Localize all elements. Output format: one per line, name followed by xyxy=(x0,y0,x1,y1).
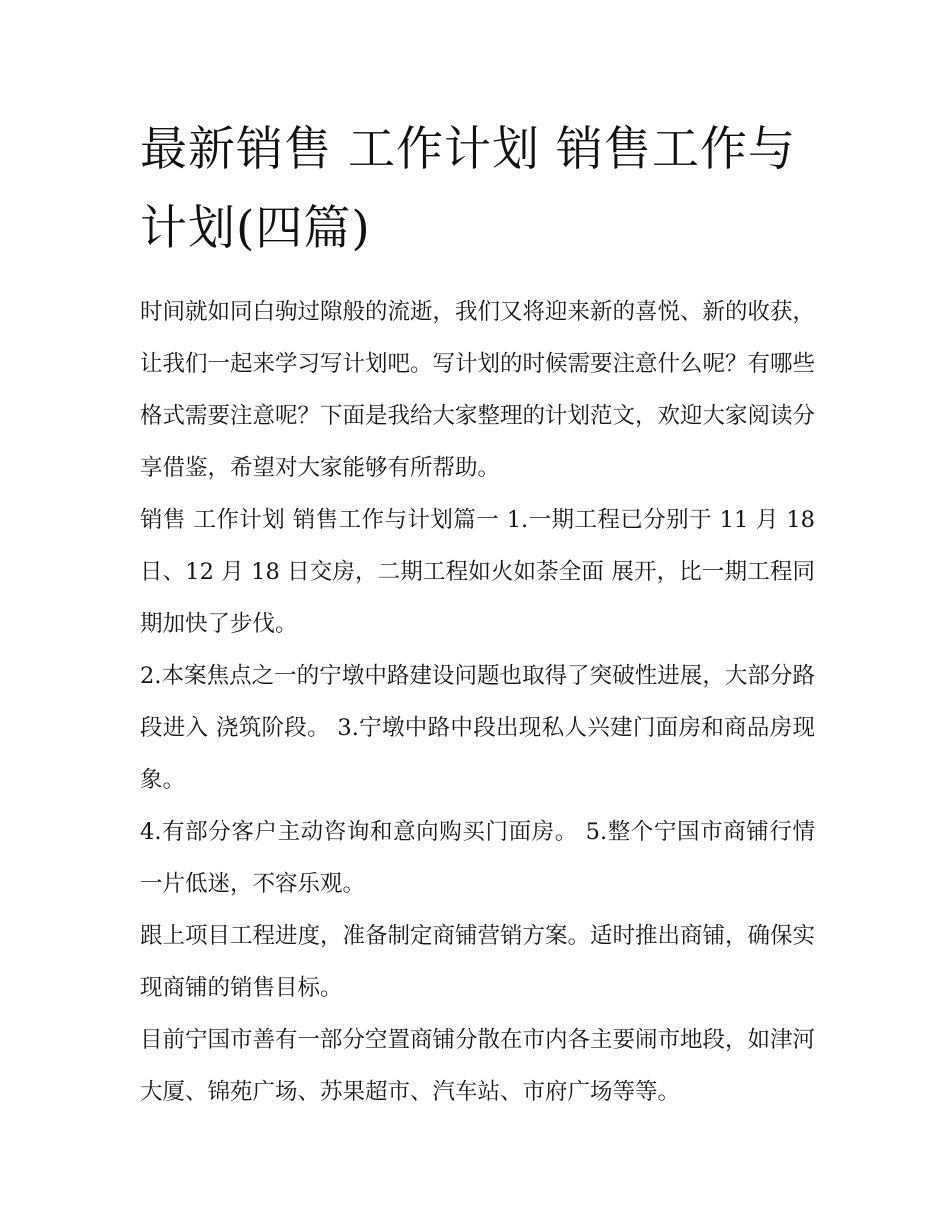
document-content xyxy=(140,110,815,1118)
document-body xyxy=(140,286,815,1118)
paragraph: 时间就如同白驹过隙般的流逝，我们又将迎来新的喜悦、新的收获，让我们一起来学习写计划吧。写计划的时候需要注意什么呢？有哪些格式需要注意呢？下面是我给大家整理的计划范文，欢迎大家阅读分享借鉴，希望对大家能够有所帮助。 xyxy=(140,299,816,481)
paragraph: 跟上项目工程进度，准备制定商铺营销方案。适时推出商铺，确保实现商铺的销售目标。 xyxy=(140,923,816,1001)
paragraph: 4.有部分客户主动咨询和意向购买门面房。 5.整个宁国市商铺行情一片低迷，不容乐观。 xyxy=(140,819,815,897)
paragraph: 2.本案焦点之一的宁墩中路建设问题也取得了突破性进展，大部分路段进入 浇筑阶段。 3.宁墩中路中段出现私人兴建门面房和商品房现象。 xyxy=(140,663,815,793)
paragraph: 销售 工作计划 销售工作与计划篇一 1.一期工程已分别于 11 月 18 日、12 月 18 日交房，二期工程如火如荼全面 展开，比一期工程同期加快了步伐。 xyxy=(140,507,815,637)
document-title: 最新销售 工作计划 销售工作与计划(四篇) xyxy=(140,122,796,256)
paragraph: 目前宁国市善有一部分空置商铺分散在市内各主要闹市地段，如津河大厦、锦苑广场、苏果超市、汽车站、市府广场等等。 xyxy=(140,1027,816,1105)
